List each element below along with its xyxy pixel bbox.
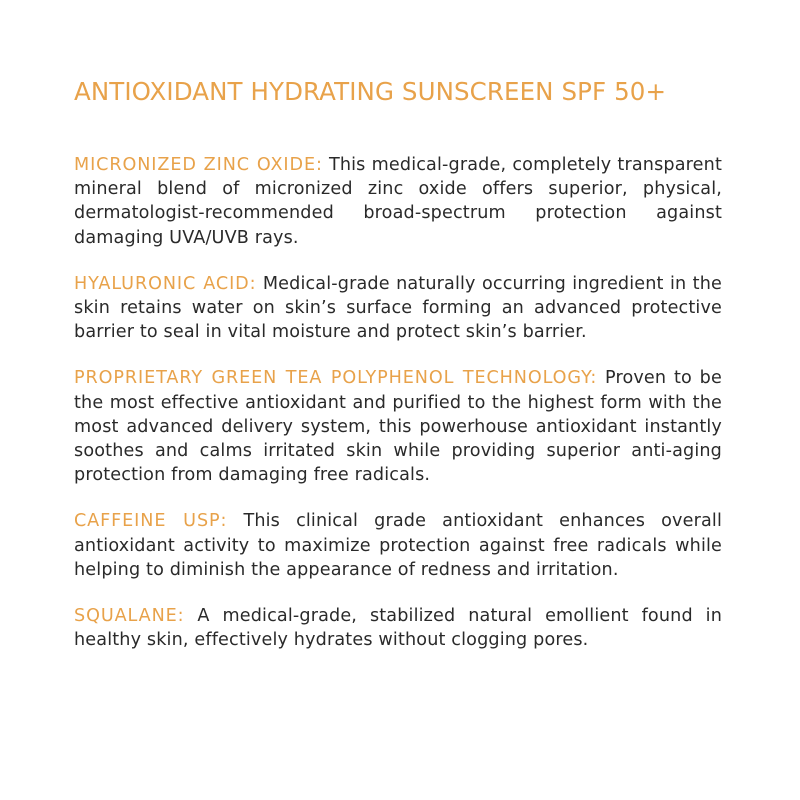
ingredient-caffeine — [74, 509, 722, 582]
ingredient-heading: MICRONIZED ZINC OXIDE: — [74, 155, 323, 175]
ingredient-hyaluronic-acid — [74, 272, 722, 345]
ingredient-description: This clinical grade antioxidant enhances overall antioxidant activity to maximize protection against free radicals while helping to diminish the appearance of redness and irritation. — [74, 511, 722, 580]
product-info-page — [74, 76, 722, 674]
ingredient-description: Proven to be the most effective antioxidant and purified to the highest form with the most advanced delivery system, this powerhouse antioxidant instantly soothes and calms irritated skin while providing superior anti-aging protection from damaging free radicals. — [74, 368, 722, 486]
ingredient-heading: SQUALANE: — [74, 606, 185, 627]
ingredient-heading: PROPRIETARY GREEN TEA POLYPHENOL TECHNOLOGY: — [74, 368, 598, 389]
ingredient-description: A medical-grade, stabilized natural emollient found in healthy skin, effectively hydrates without clogging pores. — [74, 606, 722, 651]
ingredient-green-tea — [74, 366, 722, 487]
ingredient-heading: HYALURONIC ACID: — [74, 273, 257, 294]
ingredient-description: Medical-grade naturally occurring ingredient in the skin retains water on skin’s surface forming an advanced protective barrier to seal in vital moisture and protect skin’s barrier. — [74, 273, 722, 343]
ingredient-description: This medical-grade, completely transparent mineral blend of micronized zinc oxide offers superior, physical, dermatologist-recommended broad-spectrum protection against damaging UVA/UVB rays. — [74, 155, 722, 248]
page-title: ANTIOXIDANT HYDRATING SUNSCREEN SPF 50+ — [74, 77, 667, 106]
ingredient-zinc-oxide — [74, 153, 722, 250]
ingredient-list — [74, 153, 722, 652]
ingredient-heading: CAFFEINE USP: — [74, 511, 228, 532]
ingredient-squalane — [74, 604, 722, 652]
